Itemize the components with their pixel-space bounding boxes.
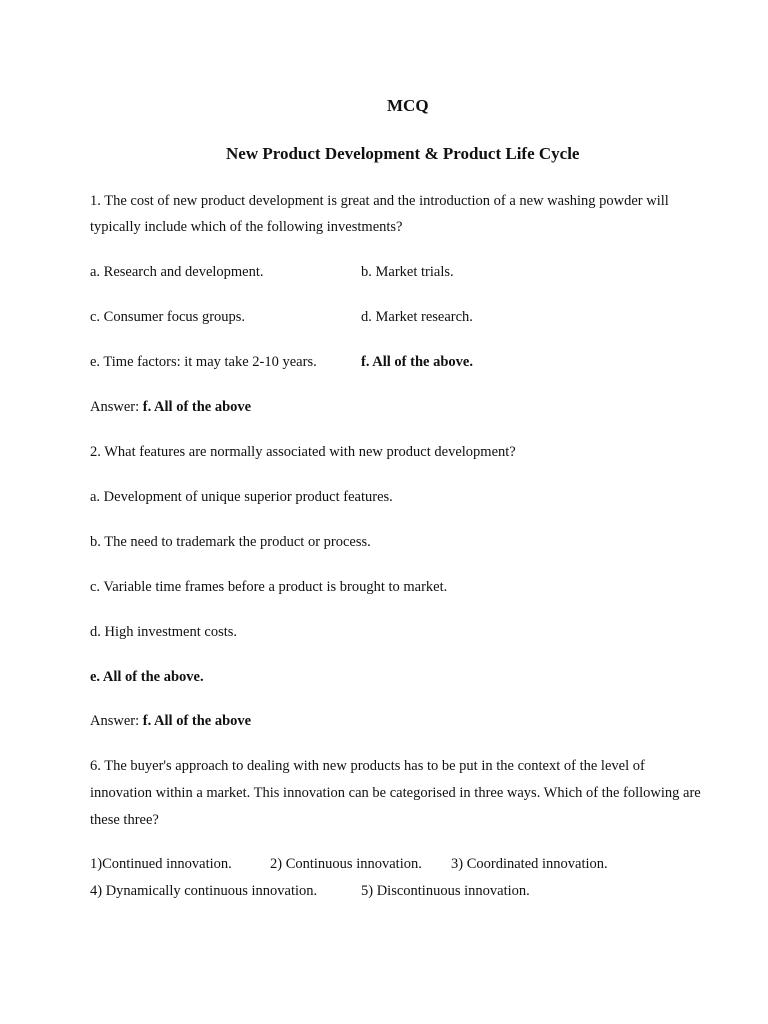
- q1-answer-label: Answer:: [90, 399, 143, 415]
- q2-option-d: d. High investment costs.: [90, 624, 238, 640]
- q2-option-c: c. Variable time frames before a product is brought to market.: [90, 579, 448, 595]
- q6-item-5: 5) Discontinuous innovation.: [361, 883, 530, 899]
- q6-text-line3: these three?: [90, 812, 159, 828]
- q2-option-b: b. The need to trademark the product or process.: [90, 534, 371, 550]
- q2-text: 2. What features are normally associated with new product development?: [90, 444, 516, 460]
- q1-option-f: f. All of the above.: [361, 354, 473, 370]
- q2-option-e: e. All of the above.: [90, 669, 204, 685]
- q1-option-d: d. Market research.: [361, 309, 473, 325]
- q1-option-c: c. Consumer focus groups.: [90, 309, 246, 325]
- q6-item-3: 3) Coordinated innovation.: [451, 856, 608, 872]
- q1-option-a: a. Research and development.: [90, 264, 264, 280]
- q1-answer-value: f. All of the above: [142, 399, 252, 415]
- q2-answer-value: f. All of the above: [142, 713, 252, 729]
- q1-text-line2: typically include which of the following investments?: [90, 219, 403, 235]
- q2-option-a: a. Development of unique superior product features.: [90, 489, 393, 505]
- doc-subheading: New Product Development & Product Life Cycle: [226, 144, 580, 163]
- q6-text-line2: innovation within a market. This innovation can be categorised in three ways. Which of the following are: [90, 785, 701, 801]
- q1-option-e: e. Time factors: it may take 2-10 years.: [90, 354, 317, 370]
- q6-item-4: 4) Dynamically continuous innovation.: [90, 883, 318, 899]
- q6-item-2: 2) Continuous innovation.: [270, 856, 422, 872]
- q1-text-line1: 1. The cost of new product development is great and the introduction of a new washing powder will: [90, 193, 669, 209]
- q1-option-b: b. Market trials.: [361, 264, 454, 280]
- q2-answer: [90, 714, 251, 729]
- q1-answer: [90, 400, 251, 415]
- q6-text-line1: 6. The buyer's approach to dealing with new products has to be put in the context of the level of: [90, 758, 645, 774]
- q6-item-1: 1)Continued innovation.: [90, 856, 232, 872]
- q2-answer-label: Answer:: [90, 713, 143, 729]
- doc-heading: MCQ: [387, 96, 429, 115]
